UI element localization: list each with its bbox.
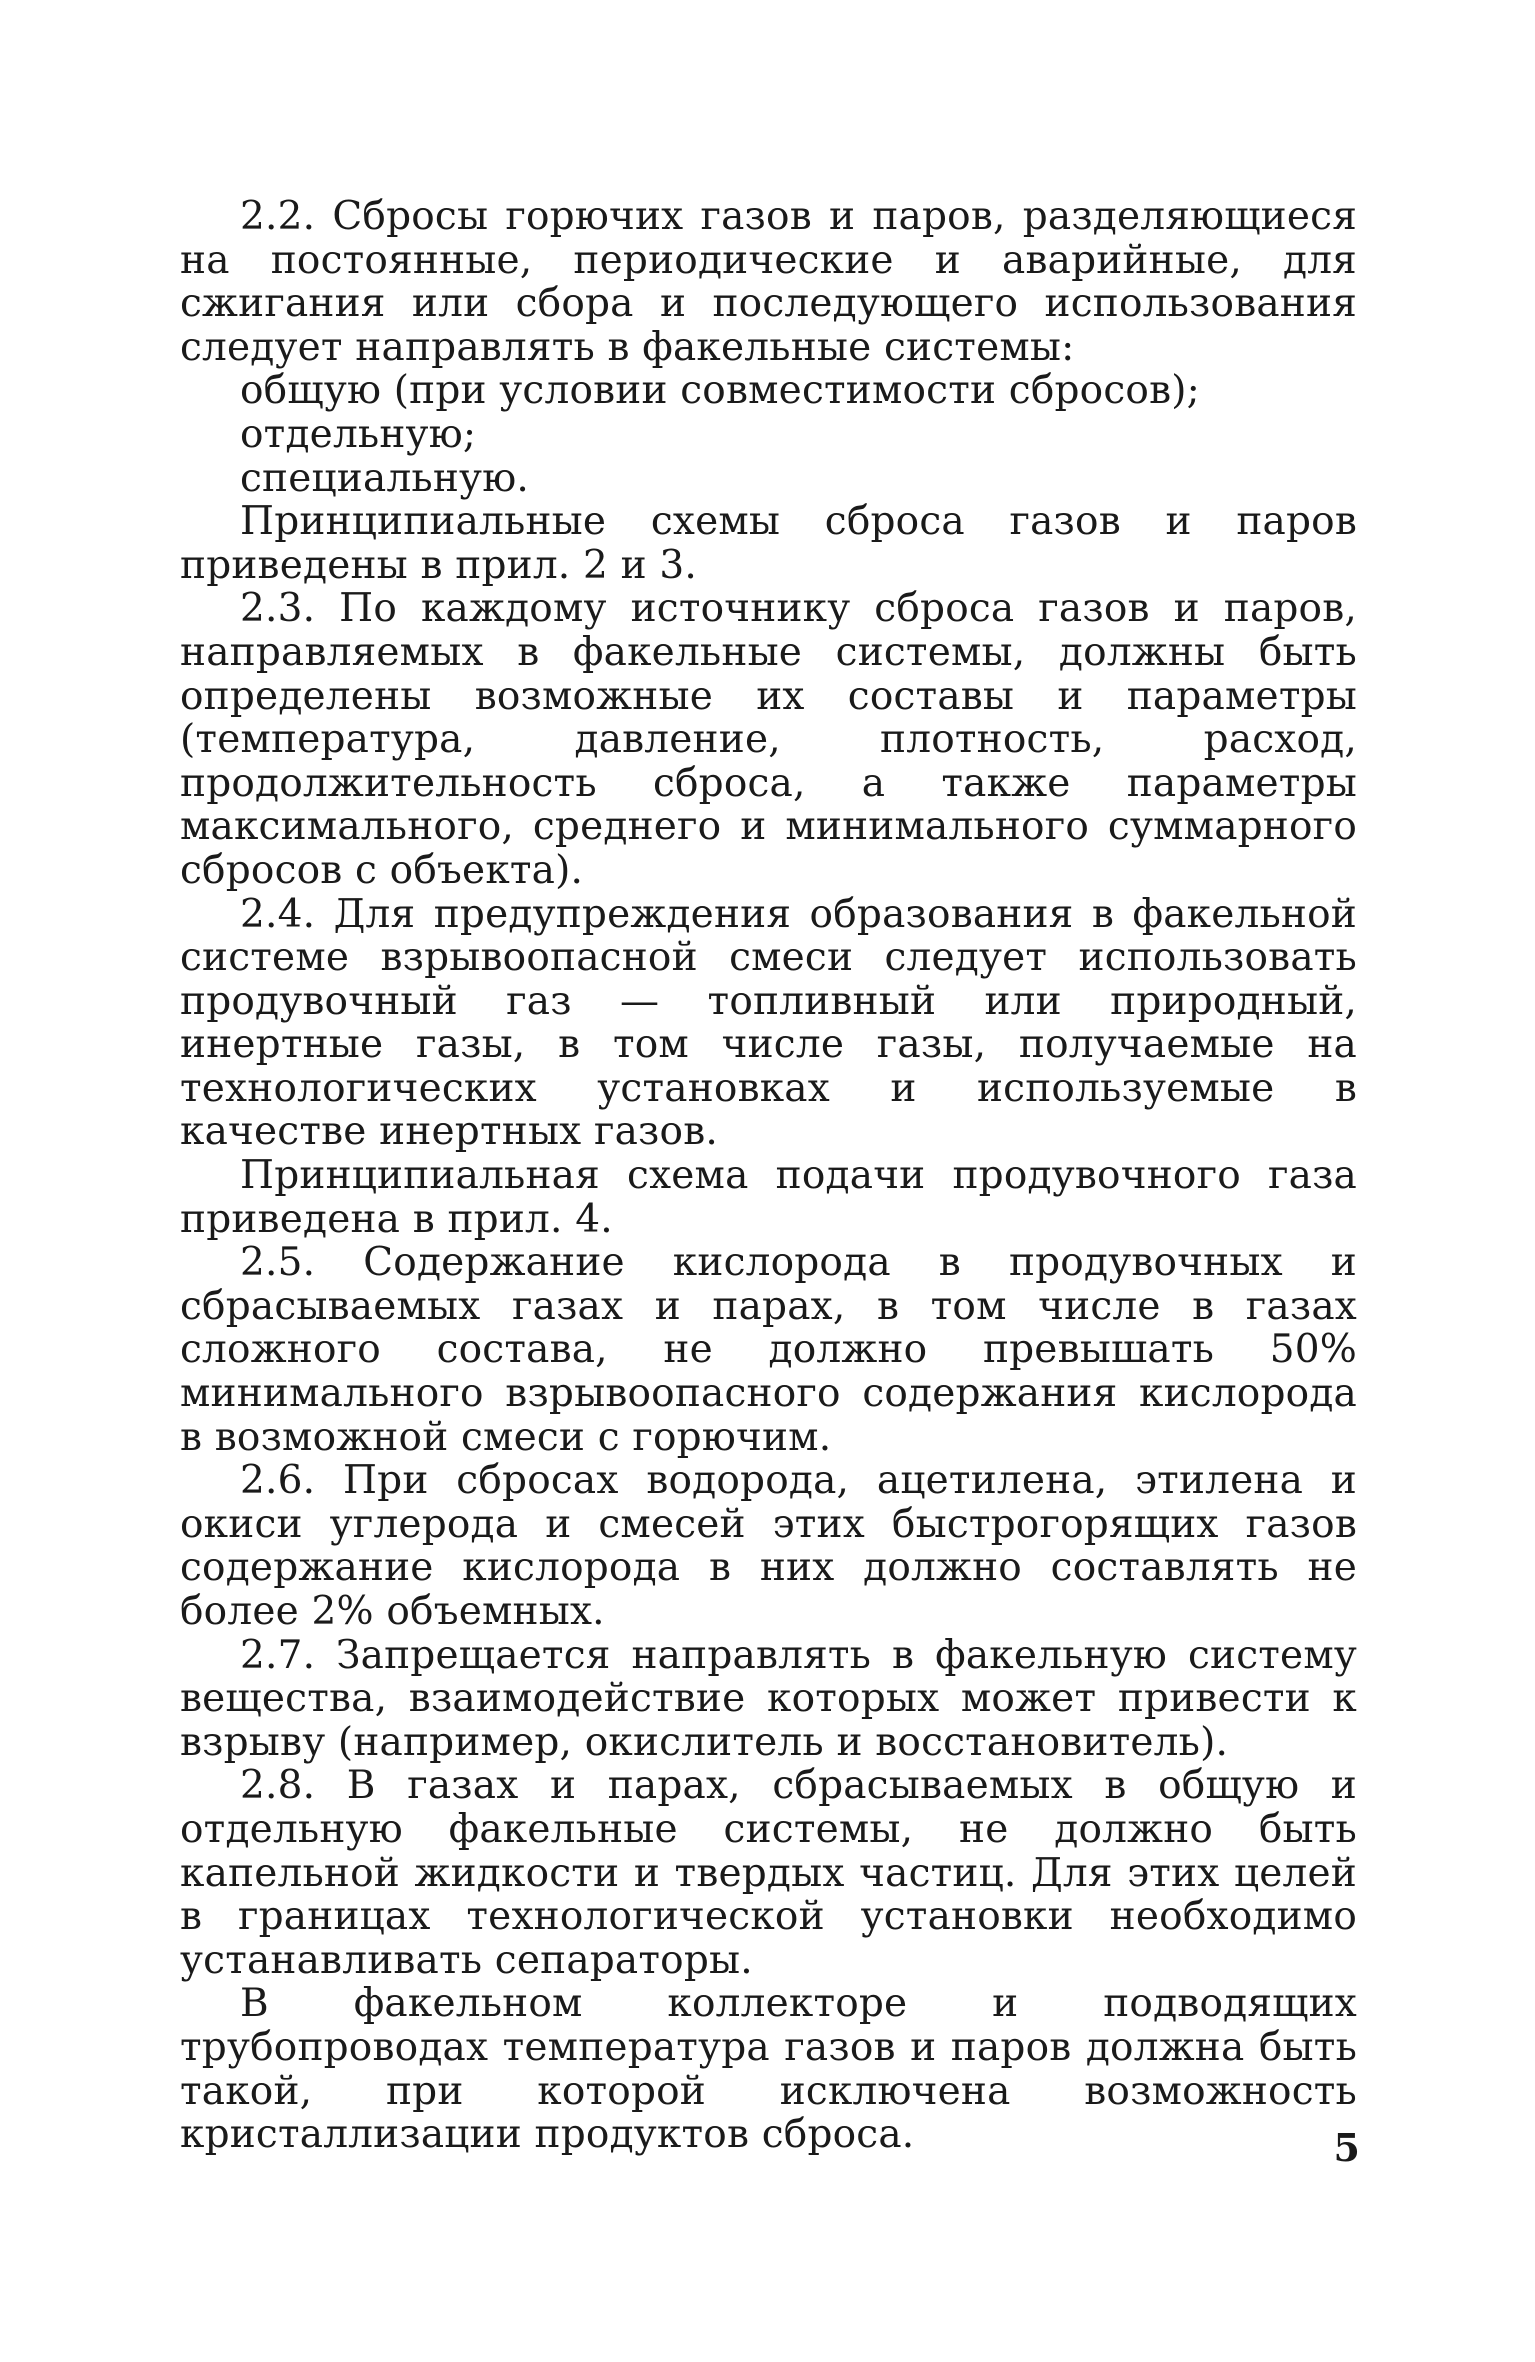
list-item-separate: отдельную; <box>240 411 477 457</box>
body-text <box>180 195 1357 2157</box>
list-item-special: специальную. <box>240 455 529 501</box>
paragraph-2-4: 2.4. Для предупреждения образования в факельной системе взрывоопасной смеси следует использовать продувочный газ — топливный или природный, инертные газы, в том числе газы, получаемые на технологических установках и используемые в качестве инертных газов. <box>180 891 1357 1155</box>
paragraph-2-8: 2.8. В газах и парах, сбрасываемых в общую и отдельную факельные системы, не должно быть капельной жидкости и твердых частиц. Для этих целей в границах технологической установки необходимо устанавливать сепараторы. <box>180 1763 1357 1983</box>
paragraph-2-2: 2.2. Сбросы горючих газов и паров, разделяющиеся на постоянные, периодические и аварийные, для сжигания или сбора и последующего использования следует направлять в факельные системы: <box>180 194 1357 370</box>
paragraph-2-3: 2.3. По каждому источнику сброса газов и паров, направляемых в факельные системы, должны быть определены возможные их составы и параметры (температура, давление, плотность, расход, продолжительность сброса, а также параметры максимального, среднего и минимального суммарного сбросов с объекта). <box>180 586 1357 893</box>
paragraph-2-5: 2.5. Содержание кислорода в продувочных и сбрасываемых газах и парах, в том числе в газах сложного состава, не должно превышать 50% минимального взрывоопасного содержания кислорода в возможной смеси с горючим. <box>180 1240 1357 1460</box>
page-number: 5 <box>1333 2125 1360 2170</box>
paragraph-2-7: 2.7. Запрещается направлять в факельную систему вещества, взаимодействие которых может привести к взрыву (например, окислитель и восстановитель). <box>180 1632 1357 1765</box>
list-item-general: общую (при условии совместимости сбросов); <box>240 368 1200 414</box>
paragraph-schemes-note: Принципиальные схемы сброса газов и паров приведены в прил. 2 и 3. <box>180 499 1357 588</box>
paragraph-purge-scheme-note: Принципиальная схема подачи продувочного газа приведена в прил. 4. <box>180 1153 1357 1242</box>
paragraph-2-6: 2.6. При сбросах водорода, ацетилена, этилена и окиси углерода и смесей этих быстрогорящих газов содержание кислорода в них должно составлять не более 2% объемных. <box>180 1458 1357 1634</box>
paragraph-collector-temperature: В факельном коллекторе и подводящих трубопроводах температура газов и паров должна быть такой, при которой исключена возможность кристаллизации продуктов сброса. <box>180 1981 1357 2158</box>
